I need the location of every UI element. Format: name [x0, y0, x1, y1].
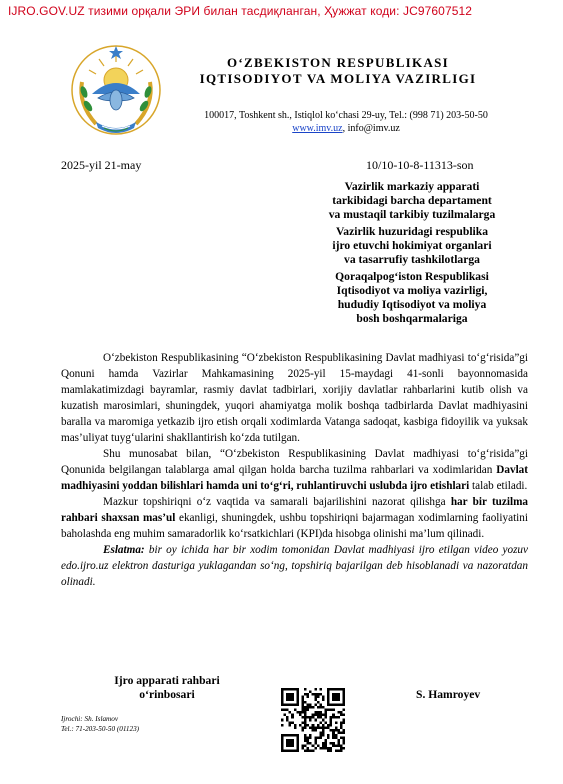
address-line: 100017, Toshkent sh., Istiqlol ko‘chasi 29-uy, Tel.: (998 71) 203-50-50	[204, 110, 488, 121]
ministry-name-line2: IQTISODIYOT VA MOLIYA VAZIRLIGI	[199, 71, 477, 86]
body-paragraph-3	[61, 494, 528, 542]
body-text: ekanligi, shuningdek, ushbu topshiriqni bajarmagan xodimlarning faoliyatini baholashda eng muhim samaradorlik ko‘rsatkichlari (KPI)da hisobga olinishi ma’lum qilinadi.	[61, 512, 528, 540]
addressee-line: va mustaqil tarkibiy tuzilmalarga	[328, 208, 496, 221]
body-text: Shu munosabat bilan, “O‘zbekiston Respublikasining Davlat madhiyasi to‘g‘risida”gi Qonunida belgilangan talablarga amal qilgan holda barcha tuzilma rahbarlari va xodimlaridan	[61, 448, 528, 476]
addressee-line: va tasarrufiy tashkilotlarga	[344, 253, 480, 266]
executor-name: Ijrochi: Sh. Islamov	[61, 715, 119, 723]
executor-info	[61, 714, 139, 734]
ministry-name	[188, 55, 488, 87]
document-number: 10/10-10-8-11313-son	[366, 158, 474, 172]
body-paragraph-1: O‘zbekiston Respublikasining “O‘zbekiston Respublikasining Davlat madhiyasi to‘g‘risida”gi Qonuni hamda Vazirlar Mahkamasining 2025-yil 15-maydagi 41-sonli bayonnomasida mamlakatimizdagi bayramlar, rasmiy davlat tadbirlari, xorijiy davlatlar rahbarlarini kutib olish va kuzatish marosimlari, shuningdek, yuqori ahamiyatga molik boshqa tadbirlarda Davlat madhiyasini baralla va maromiga yetkazib ijro etish orqali xodimlarda Vatanga sadoqat, kasbiga fidoyilik va yuksak mas’uliyat tuyg‘ularini shakllantirish ko‘zda tutilgan.	[61, 352, 528, 444]
website-link[interactable]: www.imv.uz	[292, 123, 343, 134]
verification-banner: IJRO.GOV.UZ тизими орқали ЭРИ билан тасдиқланган, Ҳужжат коди: JC97607512	[8, 4, 473, 18]
addressee-line: Iqtisodiyot va moliya vazirligi,	[336, 284, 488, 297]
ministry-address	[176, 109, 516, 135]
state-emblem-icon	[68, 42, 164, 138]
addressee-group	[312, 225, 512, 267]
document-date: 2025-yil 21-may	[61, 158, 142, 172]
addressee-line: Vazirlik markaziy apparati	[344, 180, 480, 193]
addressee-line: Vazirlik huzuridagi respublika	[335, 225, 489, 238]
letter-body	[61, 350, 528, 590]
body-text: talab etiladi.	[469, 480, 528, 492]
note-text: bir oy ichida har bir xodim tomonidan Davlat madhiyasi ijro etilgan video yozuv edo.ijro.uz elektron dasturiga yuklagandan so‘ng, topshiriq bajarilgan deb hisoblanadi va nazoratdan olinadi.	[61, 544, 528, 588]
addressee-group	[312, 270, 512, 326]
ministry-name-line1: O‘ZBEKISTON RESPUBLIKASI	[226, 55, 450, 70]
signatory-position-line1: Ijro apparati rahbari	[114, 674, 220, 687]
email-text: , info@imv.uz	[342, 123, 400, 134]
addressee-line: ijro etuvchi hokimiyat organlari	[332, 239, 492, 252]
addressee-block	[312, 180, 512, 329]
signatory-position	[104, 674, 230, 702]
addressee-line: bosh boshqarmalariga	[356, 312, 468, 325]
body-paragraph-2	[61, 446, 528, 494]
body-emphasis: har bir tuzilma rahbari shaxsan mas’ul	[61, 496, 528, 524]
qr-code-icon	[281, 688, 345, 752]
addressee-group	[312, 180, 512, 222]
addressee-line: hududiy Iqtisodiyot va moliya	[337, 298, 487, 311]
addressee-line: Qoraqalpog‘iston Respublikasi	[335, 270, 489, 283]
body-note	[61, 542, 528, 590]
body-text: Mazkur topshiriqni o‘z vaqtida va samarali bajarilishini nazorat qilishga	[103, 496, 451, 508]
note-label: Eslatma:	[103, 544, 145, 556]
signatory-position-line2: o‘rinbosari	[139, 688, 195, 701]
signatory-name: S. Hamroyev	[416, 688, 481, 701]
addressee-line: tarkibidagi barcha departament	[332, 194, 492, 207]
executor-phone: Tel.: 71-203-50-50 (01123)	[61, 725, 140, 733]
body-emphasis: Davlat madhiyasini yoddan bilishlari hamda uni to‘g‘ri, ruhlantiruvchi uslubda ijro etishlari	[61, 464, 528, 492]
